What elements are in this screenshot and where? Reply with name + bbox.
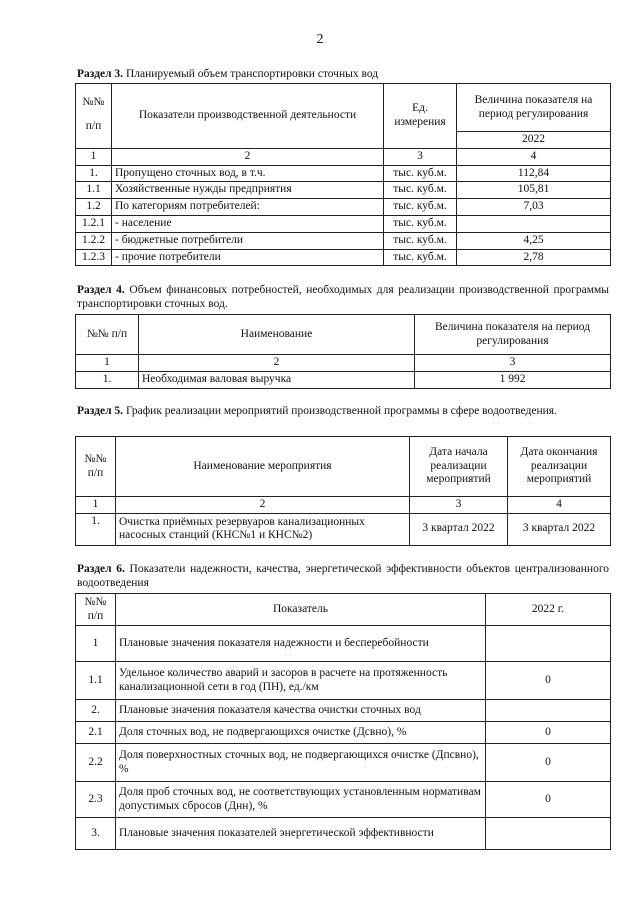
s3-row-unit: тыс. куб.м.	[384, 199, 457, 216]
table-row	[76, 249, 611, 266]
s6-row-num: 2.	[76, 700, 116, 722]
section4-title	[77, 284, 609, 312]
s3-row-name: - бюджетные потребители	[112, 232, 384, 249]
s3-row-value: 2,78	[457, 249, 611, 266]
s3-head-num-bottom: п/п	[85, 119, 102, 132]
s4-head-value: Величина показателя на период регулирования	[415, 315, 611, 355]
s6-row-name: Доля сточных вод, не подвергающихся очистке (Дсвно), %	[116, 722, 486, 744]
section6-title	[77, 563, 609, 591]
s6-row-value	[486, 700, 611, 722]
s3-head-num	[76, 84, 112, 149]
s5-head-name: Наименование мероприятия	[116, 437, 410, 497]
s3-row-unit: тыс. куб.м.	[384, 215, 457, 232]
s4-head-num: №№ п/п	[76, 315, 139, 355]
table-row	[76, 700, 611, 722]
table-row	[76, 722, 611, 744]
s6-row-name: Плановые значения показателя надежности и бесперебойности	[116, 626, 486, 662]
s3-row-name: - прочие потребители	[112, 249, 384, 266]
s6-row-name: Доля проб сточных вод, не соответствующих установленным нормативам допустимых сбросов (Днн), %	[116, 782, 486, 818]
section5-table	[75, 436, 611, 546]
s6-row-num: 3.	[76, 818, 116, 850]
section5-title	[77, 405, 609, 419]
s3-row-value: 7,03	[457, 199, 611, 216]
table-row	[76, 199, 611, 216]
s6-row-name: Доля поверхностных сточных вод, не подвергающихся очистке (Дпсвно), %	[116, 744, 486, 782]
s5-head-start: Дата начала реализации мероприятий	[410, 437, 508, 497]
s4-index-cell: 3	[415, 355, 611, 372]
s5-index-cell: 3	[410, 497, 508, 514]
section4-table	[75, 314, 611, 389]
s3-row-unit: тыс. куб.м.	[384, 165, 457, 182]
s3-index-cell: 4	[457, 148, 611, 165]
section6-title-lead: Раздел 6.	[77, 563, 125, 575]
s6-head-num: №№ п/п	[76, 594, 116, 626]
s5-head-end: Дата окончания реализации мероприятий	[508, 437, 611, 497]
s3-head-value: Величина показателя на период регулирования	[457, 84, 611, 132]
s6-row-value: 0	[486, 744, 611, 782]
s3-head-num-top: №№	[82, 96, 105, 108]
section3-title	[77, 68, 609, 82]
s3-row-num: 1.2.2	[76, 232, 112, 249]
s3-row-name: По категориям потребителей:	[112, 199, 384, 216]
section6-table	[75, 593, 611, 850]
s3-row-value: 105,81	[457, 182, 611, 199]
s3-row-value: 112,84	[457, 165, 611, 182]
s5-index-cell: 2	[116, 497, 410, 514]
s6-head-name: Показатель	[116, 594, 486, 626]
s3-row-name: Пропущено сточных вод, в т.ч.	[112, 165, 384, 182]
s3-row-unit: тыс. куб.м.	[384, 232, 457, 249]
s3-row-value	[457, 215, 611, 232]
s6-row-value: 0	[486, 662, 611, 700]
section3-title-text: Планируемый объем транспортировки сточных вод	[123, 68, 379, 80]
page-number: 2	[316, 32, 324, 47]
section4-title-text: Объем финансовых потребностей, необходимых для реализации производственной программы транспортировки сточных вод.	[77, 284, 609, 310]
table-row	[76, 513, 611, 545]
s5-row-end: 3 квартал 2022	[508, 513, 611, 545]
s6-head-year: 2022 г.	[486, 594, 611, 626]
section5-title-lead: Раздел 5.	[77, 405, 124, 417]
section4-title-lead: Раздел 4.	[77, 284, 125, 296]
s3-row-name: Хозяйственные нужды предприятия	[112, 182, 384, 199]
s3-row-num: 1.2.3	[76, 249, 112, 266]
s5-row-start: 3 квартал 2022	[410, 513, 508, 545]
s4-head-name: Наименование	[139, 315, 415, 355]
s6-row-value: 0	[486, 782, 611, 818]
table-row	[76, 182, 611, 199]
s4-row-value: 1 992	[415, 371, 611, 388]
s3-row-unit: тыс. куб.м.	[384, 182, 457, 199]
s4-row-num: 1.	[76, 371, 139, 388]
table-row	[76, 232, 611, 249]
s3-row-num: 1.2	[76, 199, 112, 216]
section6-title-text: Показатели надежности, качества, энергетической эффективности объектов централизованного водоотведения	[77, 563, 610, 589]
s3-head-unit: Ед. измерения	[384, 84, 457, 149]
s3-row-num: 1.1	[76, 182, 112, 199]
table-row	[76, 371, 611, 388]
s4-index-cell: 2	[139, 355, 415, 372]
s3-row-num: 1.2.1	[76, 215, 112, 232]
s3-row-value: 4,25	[457, 232, 611, 249]
s6-row-num: 1.1	[76, 662, 116, 700]
table-row	[76, 782, 611, 818]
s6-row-num: 2.3	[76, 782, 116, 818]
table-row	[76, 165, 611, 182]
s5-row-num: 1.	[76, 513, 116, 545]
s6-row-name: Плановые значения показателей энергетической эффективности	[116, 818, 486, 850]
s5-head-num: №№ п/п	[76, 437, 116, 497]
s3-row-unit: тыс. куб.м.	[384, 249, 457, 266]
s6-row-value: 0	[486, 722, 611, 744]
s5-index-cell: 4	[508, 497, 611, 514]
s3-index-cell: 2	[112, 148, 384, 165]
s3-head-year: 2022	[457, 132, 611, 149]
s3-row-num: 1.	[76, 165, 112, 182]
table-row	[76, 662, 611, 700]
s5-row-name: Очистка приёмных резервуаров канализационных насосных станций (КНС№1 и КНС№2)	[116, 513, 410, 545]
s3-row-name: - население	[112, 215, 384, 232]
s6-row-num: 1	[76, 626, 116, 662]
s6-row-value	[486, 626, 611, 662]
s4-index-cell: 1	[76, 355, 139, 372]
table-row	[76, 744, 611, 782]
s6-row-num: 2.1	[76, 722, 116, 744]
s3-head-indicator: Показатели производственной деятельности	[112, 84, 384, 149]
section3-title-lead: Раздел 3.	[77, 68, 124, 80]
s5-index-cell: 1	[76, 497, 116, 514]
s6-row-num: 2.2	[76, 744, 116, 782]
section5-title-text: График реализации мероприятий производственной программы в сфере водоотведения.	[123, 405, 557, 417]
s6-row-name: Удельное количество аварий и засоров в расчете на протяженность канализационной сети в год (ПН), ед./км	[116, 662, 486, 700]
section3-table	[75, 83, 611, 266]
s4-row-name: Необходимая валовая выручка	[139, 371, 415, 388]
s3-index-cell: 1	[76, 148, 112, 165]
s6-row-name: Плановые значения показателя качества очистки сточных вод	[116, 700, 486, 722]
table-row	[76, 818, 611, 850]
s6-row-value	[486, 818, 611, 850]
s3-index-cell: 3	[384, 148, 457, 165]
table-row	[76, 626, 611, 662]
table-row	[76, 215, 611, 232]
